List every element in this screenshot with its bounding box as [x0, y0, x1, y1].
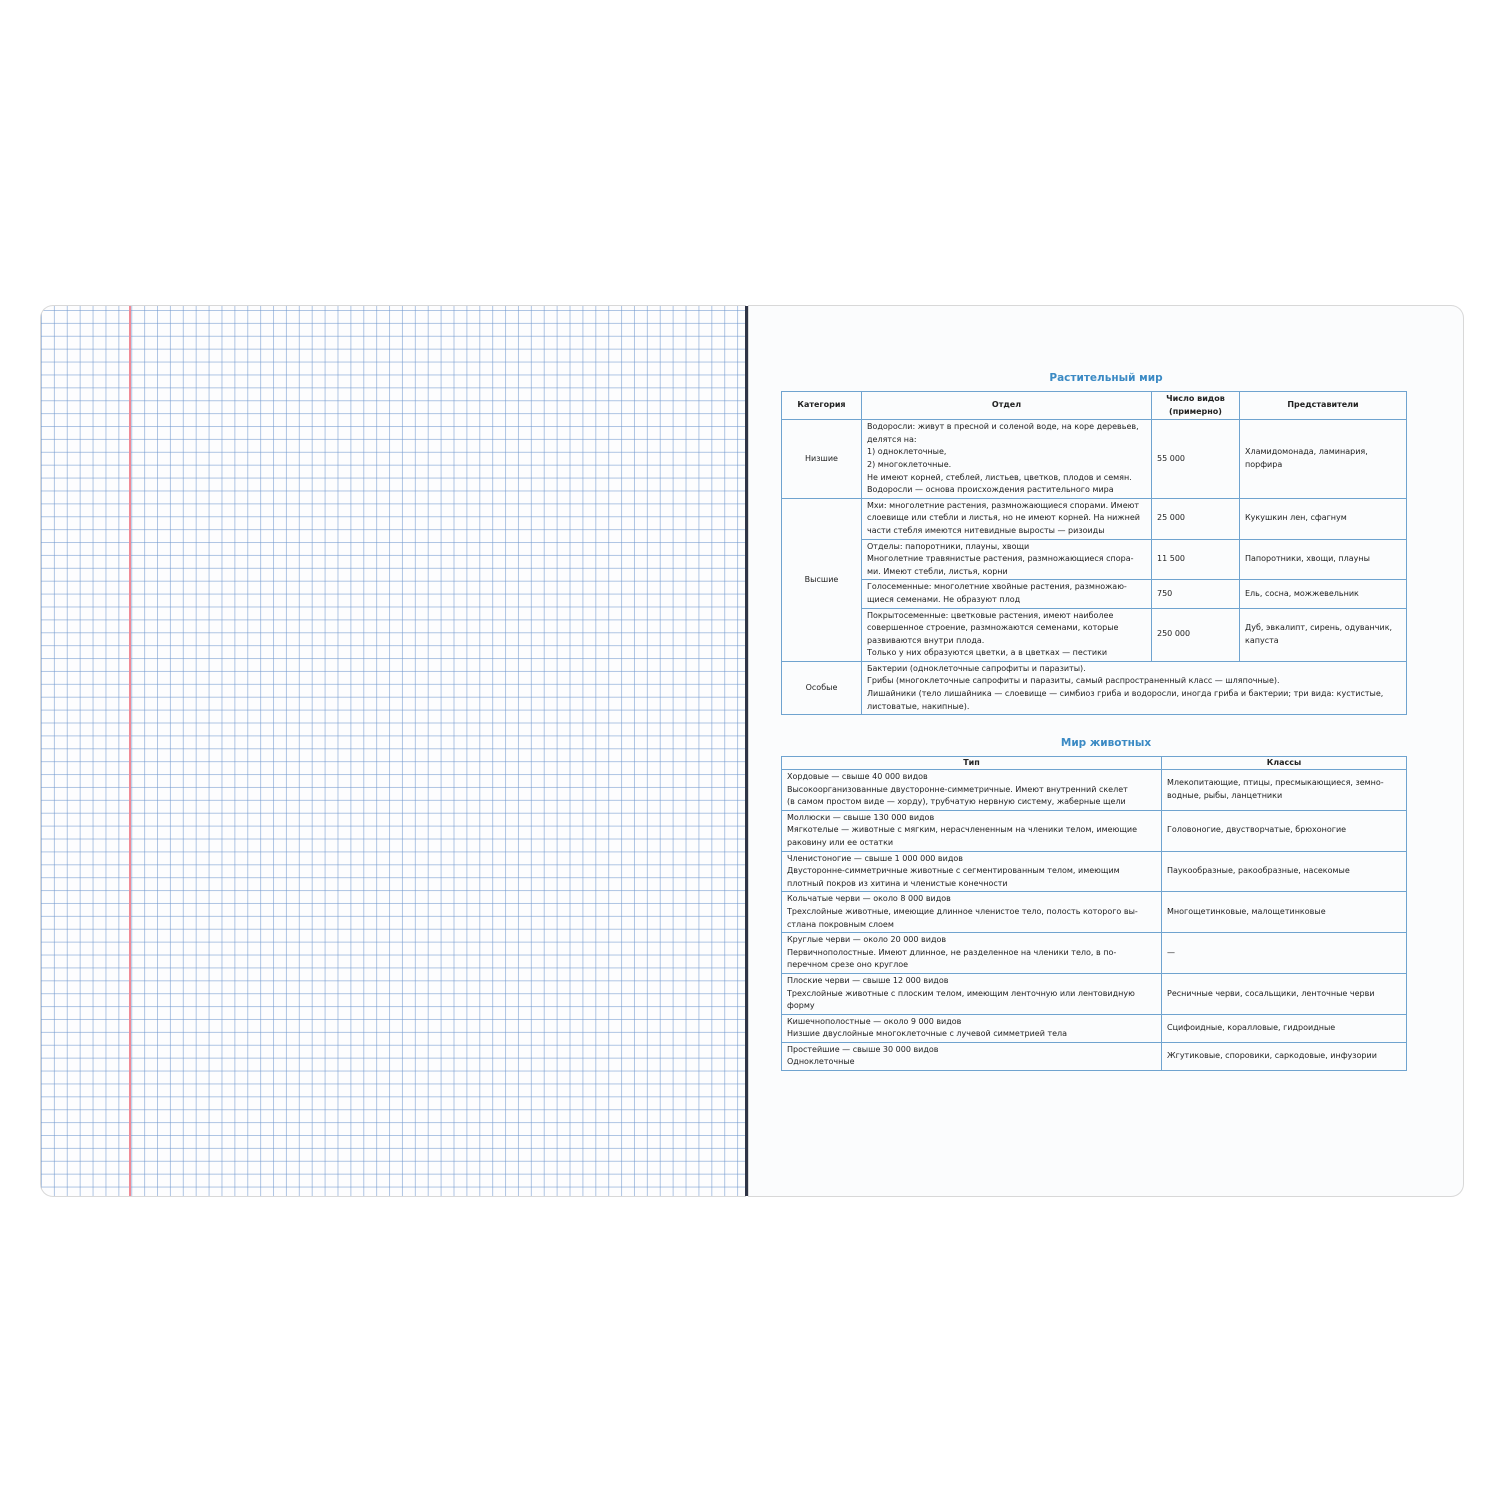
table-row	[782, 770, 1407, 811]
reps-cell: Хламидомонада, ламинария, порфира	[1240, 420, 1407, 499]
count-cell: 25 000	[1152, 498, 1240, 539]
table-row	[782, 498, 1407, 539]
type-cell: Кишечнополостные — около 9 000 видов Низшие двуслойные многоклеточные с лучевой симметрией тела	[782, 1014, 1162, 1042]
header-category: Категория	[782, 392, 862, 420]
classes-cell: Сцифоидные, коралловые, гидроидные	[1162, 1014, 1407, 1042]
division-cell: Голосеменные: многолетние хвойные растения, размножаю- щиеся семенами. Не образуют плод	[862, 580, 1152, 608]
type-cell: Кольчатые черви — около 8 000 видов Трехслойные животные, имеющие длинное членистое тело, полость которого вы- стлана покровным слоем	[782, 892, 1162, 933]
category-cell: Особые	[782, 661, 862, 714]
animals-table	[781, 756, 1407, 1071]
classes-cell: Ресничные черви, сосальщики, ленточные черви	[1162, 973, 1407, 1014]
table-row	[782, 1014, 1407, 1042]
reps-cell: Кукушкин лен, сфагнум	[1240, 498, 1407, 539]
type-cell: Членистоногие — свыше 1 000 000 видов Двусторонне-симметричные животные с сегментированным телом, имеющим плотный покров из хитина и членистые конечности	[782, 851, 1162, 892]
table-header-row	[782, 392, 1407, 420]
header-reps: Представители	[1240, 392, 1407, 420]
table-row	[782, 973, 1407, 1014]
count-cell: 55 000	[1152, 420, 1240, 499]
table-header-row	[782, 757, 1407, 770]
type-cell: Плоские черви — свыше 12 000 видов Трехслойные животные с плоским телом, имеющим ленточную или лентовидную форму	[782, 973, 1162, 1014]
header-count: Число видов (примерно)	[1152, 392, 1240, 420]
table-row	[782, 1042, 1407, 1070]
type-cell: Круглые черви — около 20 000 видов Первичнополостные. Имеют длинное, не разделенное на членики тело, в по- перечном срезе оно круглое	[782, 933, 1162, 974]
division-cell: Бактерии (одноклеточные сапрофиты и паразиты). Грибы (многоклеточные сапрофиты и паразиты, самый распространенный класс — шляпочные). Лишайники (тело лишайника — слоевище — симбиоз гриба и водоросли, иногда гриба и бактерии; три вида: кустистые, листоватые, накипные).	[862, 661, 1407, 714]
division-cell: Отделы: папоротники, плауны, хвощи Многолетние травянистые растения, размножающиеся спора- ми. Имеют стебли, листья, корни	[862, 539, 1152, 580]
count-cell: 250 000	[1152, 608, 1240, 661]
header-classes: Классы	[1162, 757, 1407, 770]
header-type: Тип	[782, 757, 1162, 770]
classes-cell: Головоногие, двустворчатые, брюхоногие	[1162, 810, 1407, 851]
classes-cell: —	[1162, 933, 1407, 974]
type-cell: Хордовые — свыше 40 000 видов Высокоорганизованные двусторонне-симметричные. Имеют внутренний скелет (в самом простом виде — хорду), трубчатую нервную систему, жаберные щели	[782, 770, 1162, 811]
type-cell: Моллюски — свыше 130 000 видов Мягкотелые — животные с мягким, нерасчлененным на членики телом, имеющие раковину или ее остатки	[782, 810, 1162, 851]
category-cell: Низшие	[782, 420, 862, 499]
division-cell: Мхи: многолетние растения, размножающиеся спорами. Имеют слоевище или стебли и листья, но не имеют корней. На нижней части стебля имеются нитевидные выросты — ризоиды	[862, 498, 1152, 539]
classes-cell: Жгутиковые, споровики, саркодовые, инфузории	[1162, 1042, 1407, 1070]
table-row	[782, 580, 1407, 608]
margin-line	[129, 306, 131, 1196]
type-cell: Простейшие — свыше 30 000 видов Одноклеточные	[782, 1042, 1162, 1070]
reps-cell: Дуб, эвкалипт, сирень, одуванчик, капуста	[1240, 608, 1407, 661]
division-cell: Покрытосеменные: цветковые растения, имеют наиболее совершенное строение, размножаются семенами, которые развиваются внутри плода. Только у них образуются цветки, а в цветках — пестики	[862, 608, 1152, 661]
division-cell: Водоросли: живут в пресной и соленой воде, на коре деревьев, делятся на: 1) одноклеточные, 2) многоклеточные. Не имеют корней, стеблей, листьев, цветков, плодов и семян. Водоросли — основа происхождения растительного мира	[862, 420, 1152, 499]
classes-cell: Паукообразные, ракообразные, насекомые	[1162, 851, 1407, 892]
count-cell: 750	[1152, 580, 1240, 608]
reference-page	[749, 306, 1463, 1196]
reps-cell: Папоротники, хвощи, плауны	[1240, 539, 1407, 580]
table-row	[782, 892, 1407, 933]
classes-cell: Многощетинковые, малощетинковые	[1162, 892, 1407, 933]
category-cell: Высшие	[782, 498, 862, 661]
animals-title: Мир животных	[1060, 737, 1152, 749]
table-row	[782, 539, 1407, 580]
plants-title: Растительный мир	[1049, 372, 1163, 384]
grid-page	[41, 306, 745, 1196]
table-row	[782, 810, 1407, 851]
table-row	[782, 851, 1407, 892]
header-division: Отдел	[862, 392, 1152, 420]
reps-cell: Ель, сосна, можжевельник	[1240, 580, 1407, 608]
table-row	[782, 933, 1407, 974]
notebook-spread	[41, 306, 1463, 1196]
table-row	[782, 661, 1407, 714]
count-cell: 11 500	[1152, 539, 1240, 580]
table-row	[782, 420, 1407, 499]
classes-cell: Млекопитающие, птицы, пресмыкающиеся, земно- водные, рыбы, ланцетники	[1162, 770, 1407, 811]
table-row	[782, 608, 1407, 661]
plants-table	[781, 391, 1407, 715]
